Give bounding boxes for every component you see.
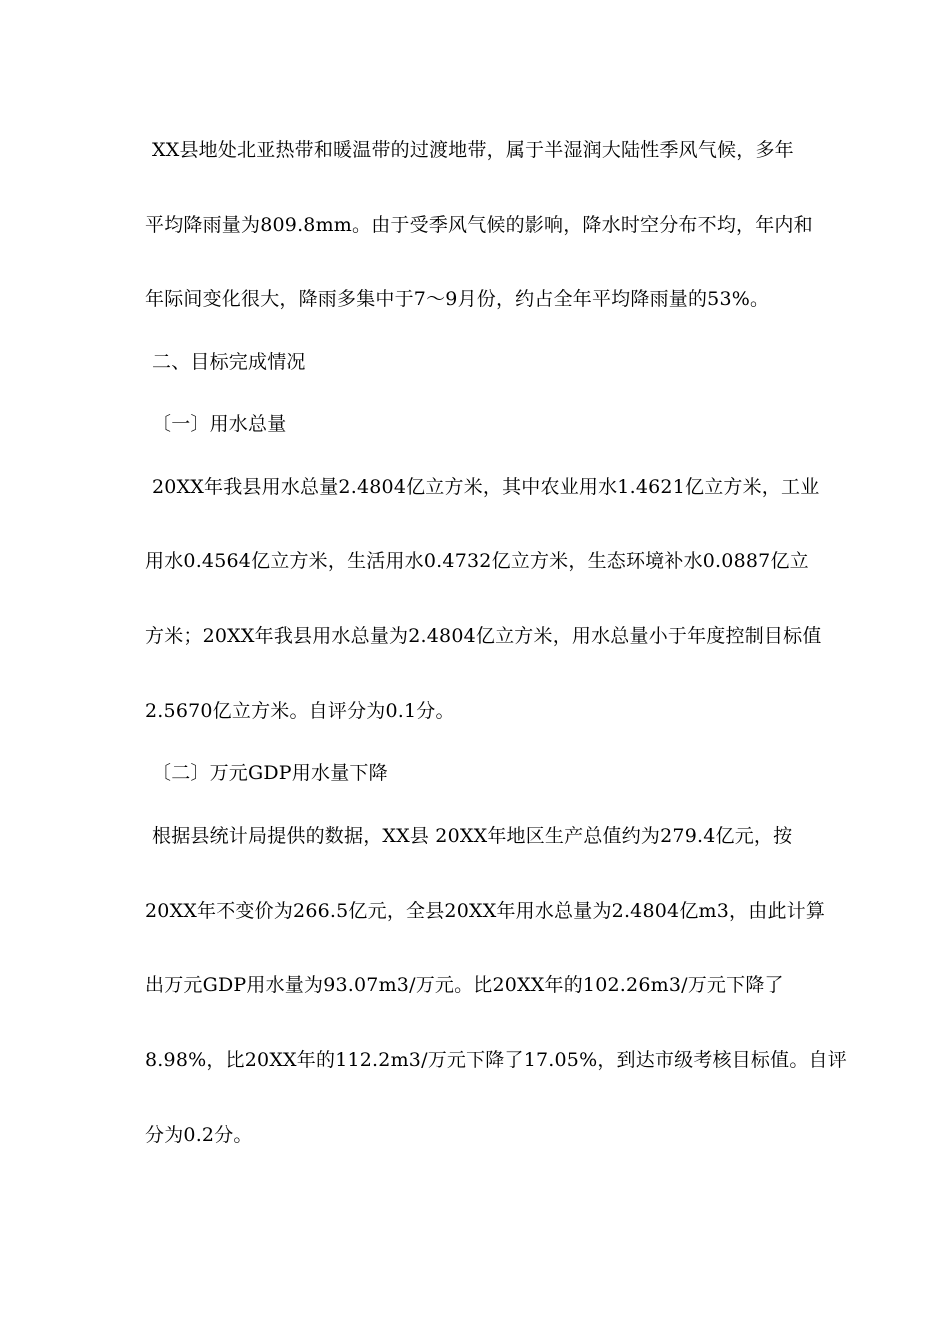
subheading-total-water-use: 〔一〕用水总量 [152,413,287,435]
climate-paragraph-line-2: 平均降雨量为809.8mm。由于受季风气候的影响，降水时空分布不均，年内和 [145,214,813,236]
gdp-paragraph-line-5: 分为0.2分。 [145,1124,253,1146]
water-paragraph-line-1: 20XX年我县用水总量2.4804亿立方米，其中农业用水1.4621亿立方米，工业 [152,476,820,498]
subheading-gdp-water-use: 〔二〕万元GDP用水量下降 [152,762,388,784]
water-paragraph-line-2: 用水0.4564亿立方米，生活用水0.4732亿立方米，生态环境补水0.0887亿立 [145,550,809,572]
climate-paragraph-line-3: 年际间变化很大，降雨多集中于7～9月份，约占全年平均降雨量的53%。 [145,288,770,310]
climate-paragraph-line-1: XX县地处北亚热带和暖温带的过渡地带，属于半湿润大陆性季风气候，多年 [152,139,794,161]
gdp-paragraph-line-1: 根据县统计局提供的数据，XX县 20XX年地区生产总值约为279.4亿元，按 [152,825,793,847]
water-paragraph-line-4: 2.5670亿立方米。自评分为0.1分。 [145,700,455,722]
gdp-paragraph-line-4: 8.98%，比20XX年的112.2m3/万元下降了17.05%，到达市级考核目标值。自评 [145,1049,847,1071]
gdp-paragraph-line-3: 出万元GDP用水量为93.07m3/万元。比20XX年的102.26m3/万元下降了 [145,974,784,996]
water-paragraph-line-3: 方米；20XX年我县用水总量为2.4804亿立方米，用水总量小于年度控制目标值 [145,625,822,647]
section-heading-targets: 二、目标完成情况 [152,351,306,373]
gdp-paragraph-line-2: 20XX年不变价为266.5亿元，全县20XX年用水总量为2.4804亿m3，由此计算 [145,900,826,922]
